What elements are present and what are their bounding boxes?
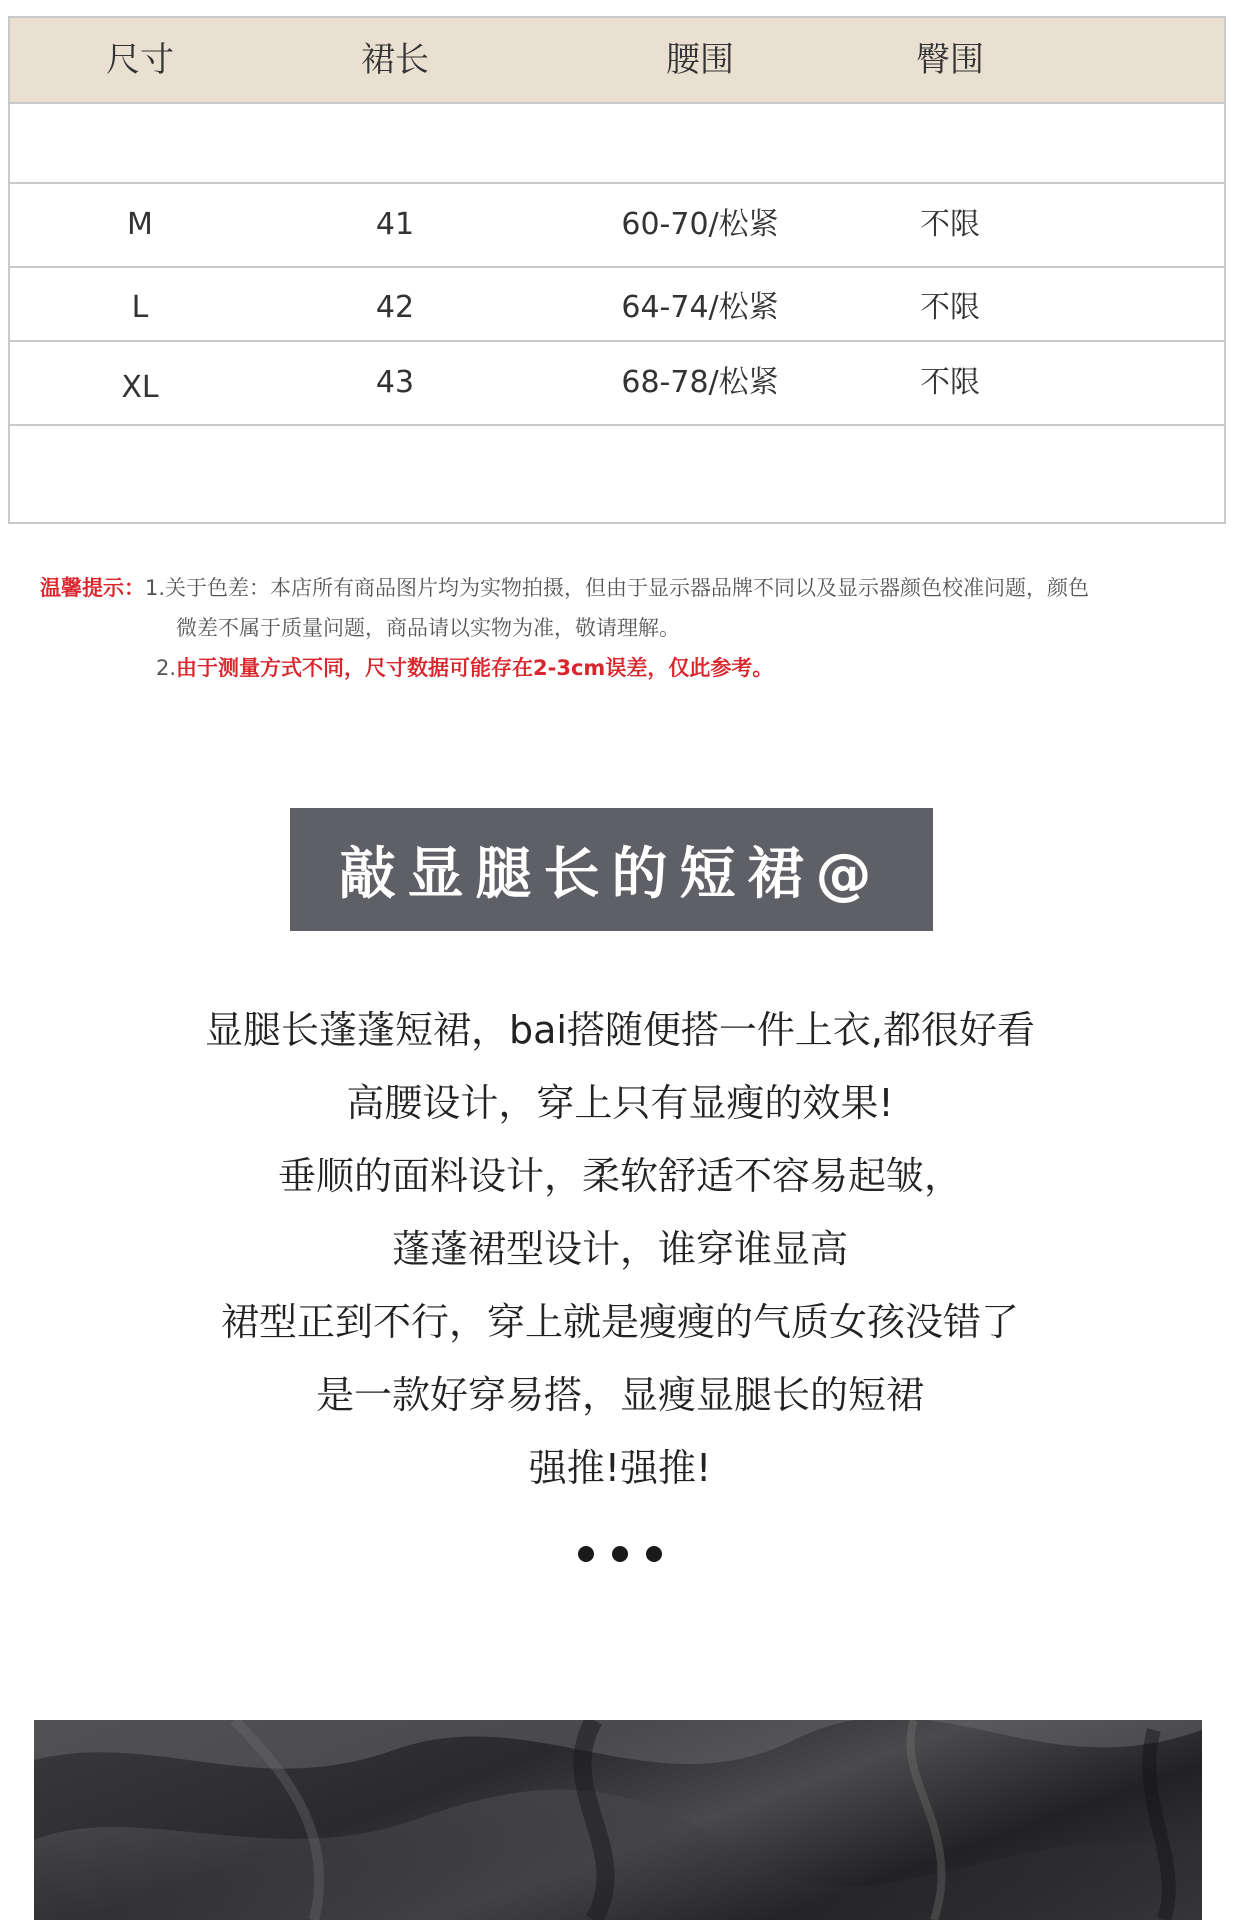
table-row [10, 268, 1224, 342]
description-line: 是一款好穿易搭，显瘦显腿长的短裙 [315, 1373, 924, 1417]
header-waist: 腰围 [666, 40, 734, 80]
header-size: 尺寸 [106, 40, 174, 80]
table-row [10, 184, 1224, 268]
description-line: 蓬蓬裙型设计，谁穿谁显高 [391, 1227, 848, 1271]
cell-length: 42 [375, 290, 415, 325]
table-spacer-row [10, 426, 1224, 522]
fabric-texture [34, 1720, 1202, 1920]
note-line-1-cont: 微差不属于质量问题，商品请以实物为准，敬请理解。 [176, 616, 680, 640]
cell-waist: 60-70/松紧 [621, 207, 779, 242]
product-description [0, 994, 1240, 1505]
cell-hip: 不限 [920, 207, 980, 242]
note-line-2 [156, 648, 773, 688]
size-table [8, 16, 1226, 524]
cell-size: XL [121, 370, 159, 405]
note-measure-error: 由于测量方式不同，尺寸数据可能存在2-3cm误差，仅此参考。 [176, 656, 774, 680]
description-line: 显腿长蓬蓬短裙，bai搭随便搭一件上衣,都很好看 [204, 1008, 1036, 1052]
table-header [10, 18, 1224, 104]
description-line: 垂顺的面料设计，柔软舒适不容易起皱， [277, 1154, 962, 1198]
dot-icon [578, 1546, 594, 1562]
cell-size: M [127, 207, 153, 242]
cell-length: 43 [375, 365, 415, 400]
cell-hip: 不限 [920, 290, 980, 325]
cell-hip: 不限 [920, 365, 980, 400]
product-photo [34, 1720, 1202, 1920]
description-line: 高腰设计，穿上只有显瘦的效果! [346, 1081, 894, 1125]
cell-length: 41 [375, 207, 415, 242]
note-number: 2. [156, 656, 177, 680]
note-label: 温馨提示： [40, 576, 145, 600]
table-row [10, 342, 1224, 426]
dot-icon [612, 1546, 628, 1562]
dot-icon [646, 1546, 662, 1562]
table-spacer-row [10, 104, 1224, 184]
header-length: 裙长 [361, 40, 429, 80]
cell-waist: 64-74/松紧 [621, 290, 779, 325]
note-line-1 [40, 568, 1089, 608]
description-line: 裙型正到不行，穿上就是瘦瘦的气质女孩没错了 [220, 1300, 1019, 1344]
description-line: 强推!强推! [528, 1446, 712, 1490]
section-banner [290, 808, 933, 931]
cell-size: L [131, 290, 149, 325]
note-color-diff: 1.关于色差：本店所有商品图片均为实物拍摄，但由于显示器品牌不同以及显示器颜色校准问题，颜色 [145, 576, 1090, 600]
cell-waist: 68-78/松紧 [621, 365, 779, 400]
header-hip: 臀围 [916, 40, 984, 80]
banner-title: 敲显腿长的短裙@ [339, 841, 884, 907]
ellipsis-dots [0, 1546, 1240, 1562]
